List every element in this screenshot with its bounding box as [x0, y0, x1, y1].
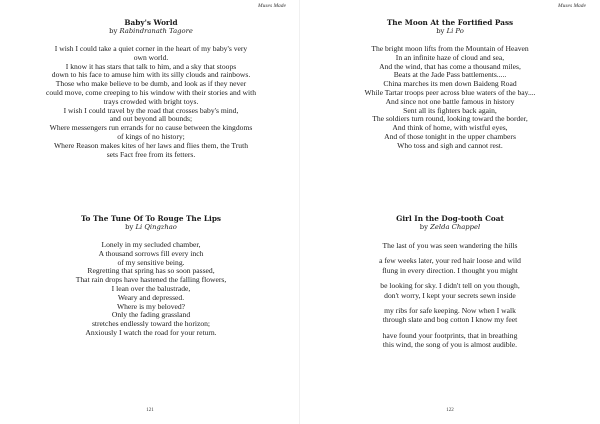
poem-line: stretches endlessly toward the horizon;: [91, 319, 211, 329]
poem-byline: [14, 27, 288, 36]
page-number-right: 122: [446, 408, 454, 413]
poem-babys-world: [14, 18, 288, 159]
poem-title: To The Tune Of To Rouge The Lips: [80, 214, 222, 223]
poem-title: Girl In the Dog-tooth Coat: [396, 214, 504, 223]
poem-line: I wish I could travel by the road that crosses baby's mind,: [63, 105, 239, 115]
poem-line: In an infinite haze of cloud and sea,: [395, 52, 505, 62]
poem-line: A thousand sorrows fill every inch: [98, 248, 204, 258]
poem-line: That rain drops have hastened the falling flowers,: [75, 275, 227, 285]
poem-line: And of those tonight in the upper chambers: [384, 131, 516, 141]
poem-line: this wind, the song of you is almost audible.: [382, 340, 518, 350]
poem-line: Only the fading grassland: [111, 310, 191, 320]
poem-line: trays crowded with bright toys.: [103, 96, 199, 106]
poem-line: a few weeks later, your red hair loose and wild: [379, 256, 521, 266]
running-head-left: Muses Made: [258, 3, 286, 9]
poem-line: be looking for sky. I didn't tell on you though,: [380, 281, 520, 291]
by-word: by: [419, 223, 428, 231]
poem-line: Where Reason makes kites of her laws and flies them, the Truth: [53, 140, 249, 150]
poem-line: own world.: [133, 52, 169, 62]
poem-title: Baby's World: [124, 18, 178, 27]
by-word: by: [125, 223, 134, 231]
by-word: by: [436, 27, 445, 35]
poem-line: I know it has stars that talk to him, and a sky that stoops: [65, 61, 237, 71]
poem-line: Beats at the Jade Pass battlements.....: [393, 70, 507, 80]
poem-line: my ribs for safe keeping. Now when I walk: [384, 306, 516, 316]
poem-line: Lonely in my secluded chamber,: [101, 240, 201, 249]
poem-line: The soldiers turn round, looking toward the border,: [372, 114, 528, 124]
poem-line: sets Fact free from its fetters.: [106, 149, 196, 159]
poem-line: Sent all its fighters back again,: [403, 105, 497, 115]
poem-line: flung in every direction. I thought you might: [382, 265, 518, 275]
poem-title: The Moon At the Fortified Pass: [386, 18, 514, 27]
poem-line: have found your footprints, that in breathing: [382, 330, 518, 340]
right-page: [300, 0, 600, 424]
poem-author: Li Po: [446, 27, 464, 35]
poem-girl-in-dog-tooth-coat: [312, 214, 588, 350]
poem-line: China marches its men down Baideng Road: [383, 79, 517, 89]
running-head-right: Muses Made: [558, 3, 586, 9]
poem-line: Regretting that spring has so soon passed,: [87, 266, 215, 276]
poem-author: Zelda Chappel: [430, 223, 481, 231]
poem-line: And the wind, that has come a thousand miles,: [379, 61, 521, 71]
poem-line: and out beyond all bounds;: [109, 114, 193, 124]
poem-line: I wish I could take a quiet corner in the heart of my baby's very: [54, 44, 248, 53]
poem-author: Li Qingzhao: [135, 223, 177, 231]
poem-line: don't worry, I kept your secrets sewn inside: [384, 290, 516, 300]
poem-line: And since not one battle famous in history: [385, 96, 515, 106]
poem-line: The bright moon lifts from the Mountain of Heaven: [371, 44, 529, 53]
poem-line: And think of home, with wistful eyes,: [392, 123, 508, 133]
poem-line: I lean over the balustrade,: [111, 283, 191, 293]
poem-line: Weary and depressed.: [117, 292, 185, 302]
poem-byline: [312, 223, 588, 232]
poem-line: Who toss and sigh and cannot rest.: [397, 140, 503, 150]
poem-line: Those who make believe to be dumb, and look as if they never: [55, 79, 247, 89]
poem-line: could move, come creeping to his window with their stories and with: [45, 87, 257, 97]
by-word: by: [109, 27, 118, 35]
poem-line: through slate and bog cotton I know my feet: [382, 315, 518, 325]
poem-to-rouge-the-lips: [14, 214, 288, 338]
poem-byline: [14, 223, 288, 232]
poem-line: down to his face to amuse him with its silly clouds and rainbows.: [51, 70, 251, 80]
poem-byline: [312, 27, 588, 36]
poem-line: Anxiously I watch the road for your return.: [85, 327, 217, 337]
poem-line: While Tartar troops peer across blue waters of the bay....: [364, 87, 536, 97]
poem-line: The last of you was seen wandering the hills: [382, 241, 518, 250]
poem-moon-at-fortified-pass: [312, 18, 588, 151]
poem-line: Where messengers run errands for no cause between the kingdoms: [49, 123, 253, 133]
poem-author: Rabindranath Tagore: [119, 27, 193, 35]
poem-line: of kings of no history;: [117, 131, 185, 141]
poem-line: of my sensitive being.: [117, 257, 185, 267]
page-number-left: 121: [146, 408, 154, 413]
poem-line: Where is my beloved?: [116, 301, 186, 311]
